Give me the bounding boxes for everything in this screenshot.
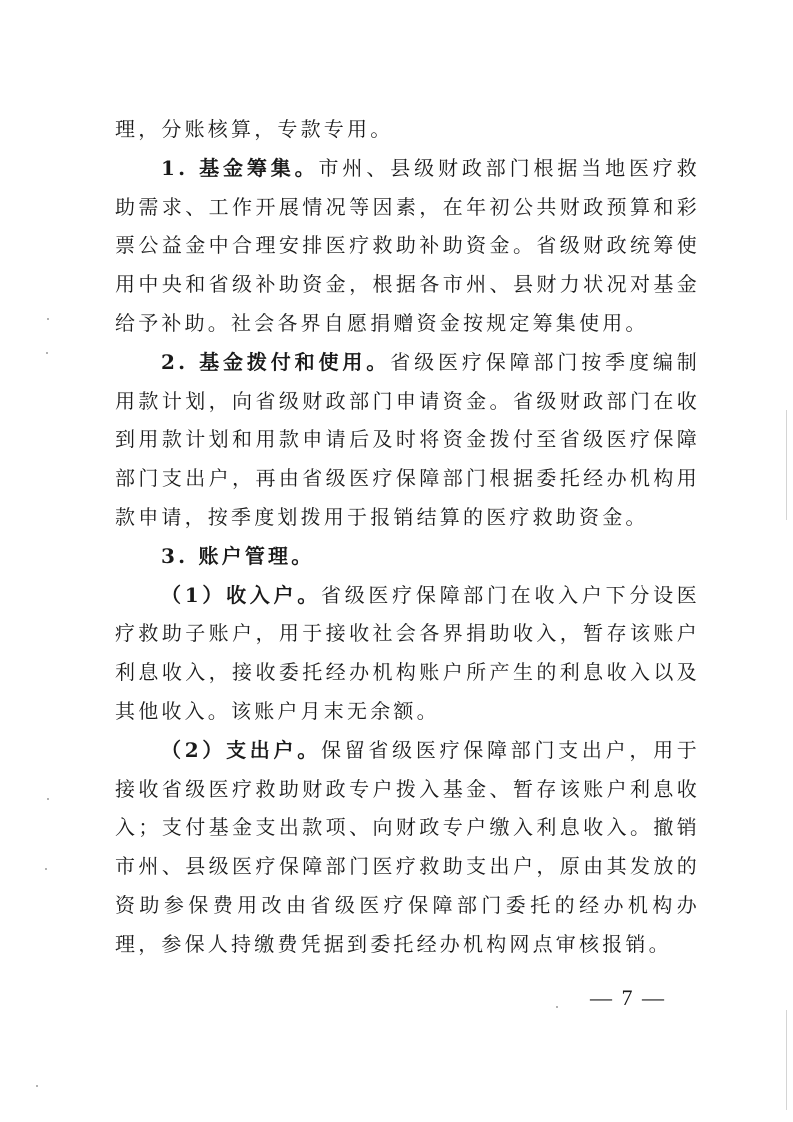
paragraph-fund-allocation: [115, 343, 700, 537]
scan-speck: [46, 352, 48, 354]
paragraph-income-account: [115, 576, 700, 731]
scan-speck: [556, 1006, 558, 1008]
scan-speck: [47, 318, 49, 320]
paragraph-lead: 2. 基金拨付和使用。: [161, 349, 391, 374]
paragraph-lead: （1）收入户。: [161, 582, 321, 607]
paragraph-lead: 1. 基金筹集。: [161, 155, 319, 180]
scan-edge-line: [786, 1010, 787, 1110]
paragraph-text: 市州、县级财政部门根据当地医疗救助需求、工作开展情况等因素，在年初公共财政预算和彩票公益金中合理安排医疗救助补助资金。省级财政统筹使用中央和省级补助资金，根据各市州、县财力状况对基金给予补助。社会各界自愿捐赠资金按规定筹集使用。: [115, 155, 700, 335]
scan-speck: [36, 1085, 38, 1087]
paragraph-account-management: [115, 537, 700, 576]
scan-edge-line: [786, 410, 787, 520]
scan-speck: [45, 868, 47, 870]
page-number: — 7 —: [590, 985, 666, 1010]
paragraph-text: 省级医疗保障部门按季度编制用款计划，向省级财政部门申请资金。省级财政部门在收到用款计划和用款申请后及时将资金拨付至省级医疗保障部门支出户，再由省级医疗保障部门根据委托经办机构用款申请，按季度划拨用于报销结算的医疗救助资金。: [115, 349, 700, 529]
paragraph-lead: （2）支出户。: [161, 737, 321, 762]
paragraph-expenditure-account: [115, 731, 700, 964]
scan-speck: [47, 798, 49, 800]
paragraph-lead: 3. 账户管理。: [161, 543, 315, 568]
paragraph-fund-raising: [115, 149, 700, 343]
paragraph-text: 理，分账核算，专款专用。: [115, 117, 394, 141]
document-body: [115, 110, 700, 964]
paragraph-text: 省级医疗保障部门在收入户下分设医疗救助子账户，用于接收社会各界捐助收入，暂存该账户利息收入，接收委托经办机构账户所产生的利息收入以及其他收入。该账户月末无余额。: [115, 582, 700, 723]
paragraph-text: 保留省级医疗保障部门支出户，用于接收省级医疗救助财政专户拨入基金、暂存该账户利息收入；支付基金支出款项、向财政专户缴入利息收入。撤销市州、县级医疗保障部门医疗救助支出户，原由其发放的资助参保费用改由省级医疗保障部门委托的经办机构办理，参保人持缴费凭据到委托经办机构网点审核报销。: [115, 737, 700, 956]
paragraph-0: [115, 110, 700, 149]
